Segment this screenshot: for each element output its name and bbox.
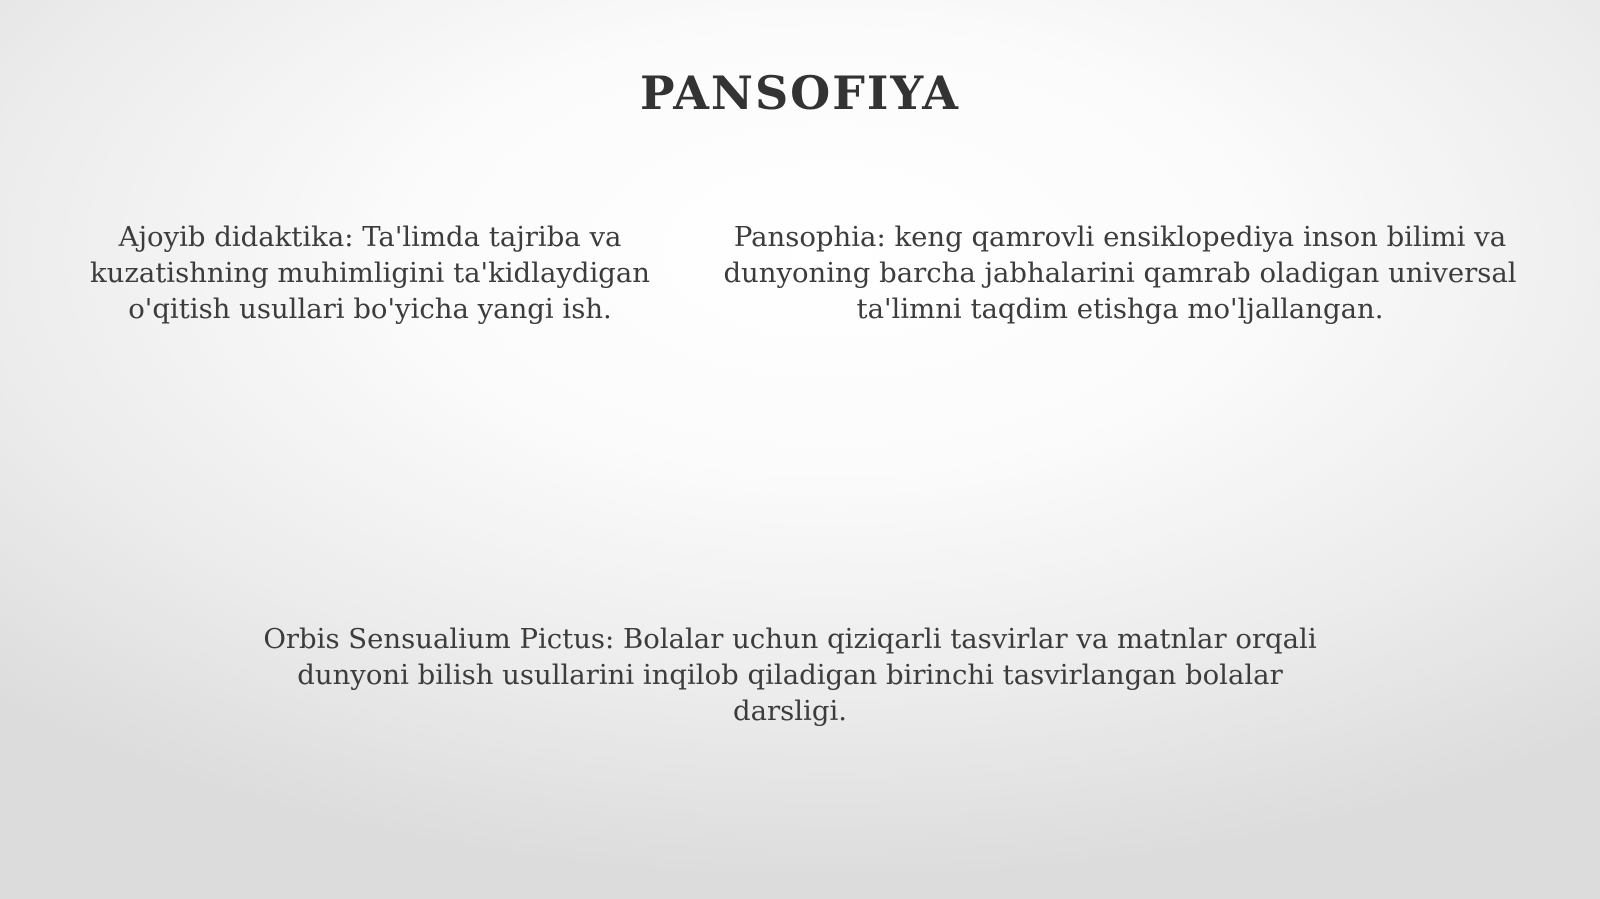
text-block-ajoyib-didaktika: Ajoyib didaktika: Ta'limda tajriba va kuzatishning muhimligini ta'kidlaydigan o'qitish usullari bo'yicha yangi ish. (89, 221, 650, 325)
text-block-orbis-pictus: Orbis Sensualium Pictus: Bolalar uchun qiziqarli tasvirlar va matnlar orqali dunyoni bilish usullarini inqilob qiladigan birinchi tasvirlangan bolalar darsligi. (263, 623, 1317, 727)
text-block-pansophia: Pansophia: keng qamrovli ensiklopediya inson bilimi va dunyoning barcha jabhalarini qamrab oladigan universal ta'limni taqdim etishga mo'ljallangan. (723, 221, 1517, 325)
slide-title: PANSOFIYA (639, 66, 961, 120)
